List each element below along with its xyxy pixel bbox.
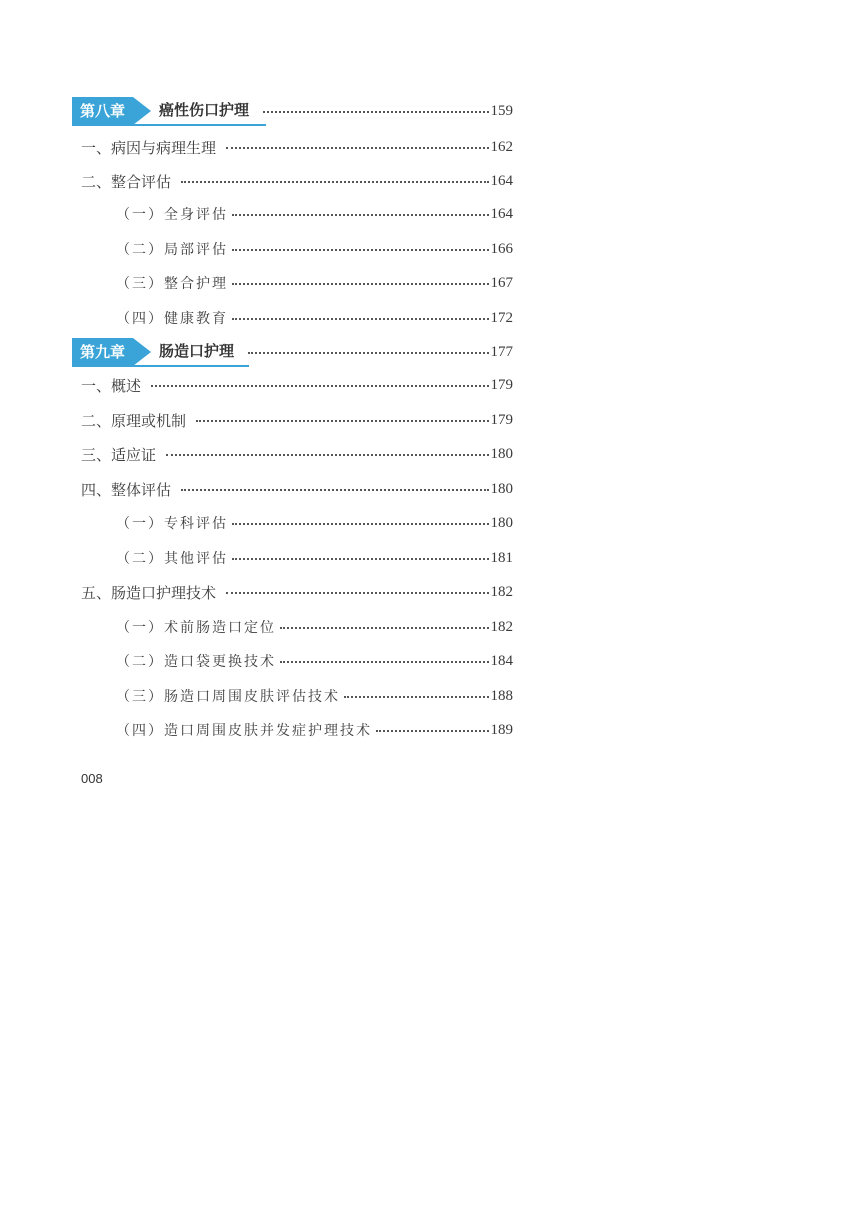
toc-subentry[interactable] <box>116 237 513 261</box>
page-number: 008 <box>81 771 103 786</box>
entry-title: （二）局部评估 <box>116 242 228 258</box>
entry-title: 二、原理或机制 <box>81 411 187 430</box>
leader-dots <box>196 420 488 422</box>
entry-page: 179 <box>490 376 513 393</box>
entry-page: 180 <box>490 445 513 462</box>
leader-dots <box>376 730 489 732</box>
chapter-title <box>159 340 234 364</box>
leader-dots <box>232 249 489 251</box>
entry-page: 166 <box>490 240 513 257</box>
toc-subentry[interactable] <box>116 649 513 673</box>
leader-dots <box>232 523 489 525</box>
entry-page: 181 <box>490 549 513 566</box>
leader-dots <box>263 111 488 113</box>
toc-subentry[interactable] <box>116 546 513 570</box>
leader-dots <box>280 661 489 663</box>
toc-subentry[interactable] <box>116 615 513 639</box>
leader-dots <box>232 214 489 216</box>
leader-dots <box>280 627 489 629</box>
entry-page: 182 <box>490 618 513 635</box>
chapter-underline <box>72 365 249 367</box>
entry-title: 一、病因与病理生理 <box>81 138 217 157</box>
entry-title: （四）造口周围皮肤并发症护理技术 <box>116 723 372 739</box>
chapter-label: 第九章 <box>72 338 133 366</box>
leader-dots <box>248 352 488 354</box>
leader-dots <box>232 558 489 560</box>
toc-entry[interactable] <box>81 408 513 432</box>
chapter-badge <box>72 97 151 125</box>
chapter-heading[interactable] <box>72 96 513 126</box>
toc-subentry[interactable] <box>116 511 513 535</box>
entry-page: 172 <box>490 309 513 326</box>
entry-title: （四）健康教育 <box>116 311 228 327</box>
chapter-badge-arrow <box>133 338 151 366</box>
entry-title: （二）造口袋更换技术 <box>116 654 276 670</box>
chapter-title <box>159 99 249 123</box>
toc-entry[interactable] <box>81 580 513 604</box>
toc-subentry[interactable] <box>116 306 513 330</box>
entry-title: （三）整合护理 <box>116 276 228 292</box>
chapter-title-text: 肠造口护理 <box>159 342 235 360</box>
leader-dots <box>181 181 488 183</box>
chapter-badge-arrow <box>133 97 151 125</box>
chapter-heading[interactable] <box>72 337 513 367</box>
chapter-badge <box>72 338 151 366</box>
chapter-page: 159 <box>490 102 513 119</box>
leader-dots <box>226 592 488 594</box>
chapter-title-text: 癌性伤口护理 <box>159 101 250 119</box>
entry-page: 164 <box>490 172 513 189</box>
toc-entry[interactable] <box>81 169 513 193</box>
entry-title: （一）术前肠造口定位 <box>116 620 276 636</box>
toc-entry[interactable] <box>81 477 513 501</box>
entry-title: （三）肠造口周围皮肤评估技术 <box>116 689 340 705</box>
entry-page: 189 <box>490 721 513 738</box>
leader-dots <box>226 147 488 149</box>
entry-title: 三、适应证 <box>81 445 157 464</box>
entry-page: 164 <box>490 205 513 222</box>
entry-page: 179 <box>490 411 513 428</box>
chapter-underline <box>72 124 266 126</box>
toc-entry[interactable] <box>81 135 513 159</box>
entry-page: 184 <box>490 652 513 669</box>
chapter-page: 177 <box>490 343 513 360</box>
entry-page: 182 <box>490 583 513 600</box>
toc-subentry[interactable] <box>116 718 513 742</box>
entry-page: 188 <box>490 687 513 704</box>
leader-dots <box>344 696 489 698</box>
entry-title: （一）专科评估 <box>116 516 228 532</box>
entry-page: 162 <box>490 138 513 155</box>
toc-subentry[interactable] <box>116 271 513 295</box>
leader-dots <box>151 385 488 387</box>
entry-page: 167 <box>490 274 513 291</box>
leader-dots <box>232 318 489 320</box>
toc-entry[interactable] <box>81 442 513 466</box>
entry-title: （一）全身评估 <box>116 207 228 223</box>
chapter-label: 第八章 <box>72 97 133 125</box>
toc-entry[interactable] <box>81 373 513 397</box>
entry-title: （二）其他评估 <box>116 551 228 567</box>
entry-page: 180 <box>490 514 513 531</box>
entry-title: 四、整体评估 <box>81 480 172 499</box>
toc-subentry[interactable] <box>116 684 513 708</box>
toc-subentry[interactable] <box>116 202 513 226</box>
entry-title: 一、概述 <box>81 376 142 395</box>
leader-dots <box>166 454 488 456</box>
entry-page: 180 <box>490 480 513 497</box>
entry-title: 二、整合评估 <box>81 172 172 191</box>
leader-dots <box>232 283 489 285</box>
entry-title: 五、肠造口护理技术 <box>81 583 217 602</box>
leader-dots <box>181 489 488 491</box>
